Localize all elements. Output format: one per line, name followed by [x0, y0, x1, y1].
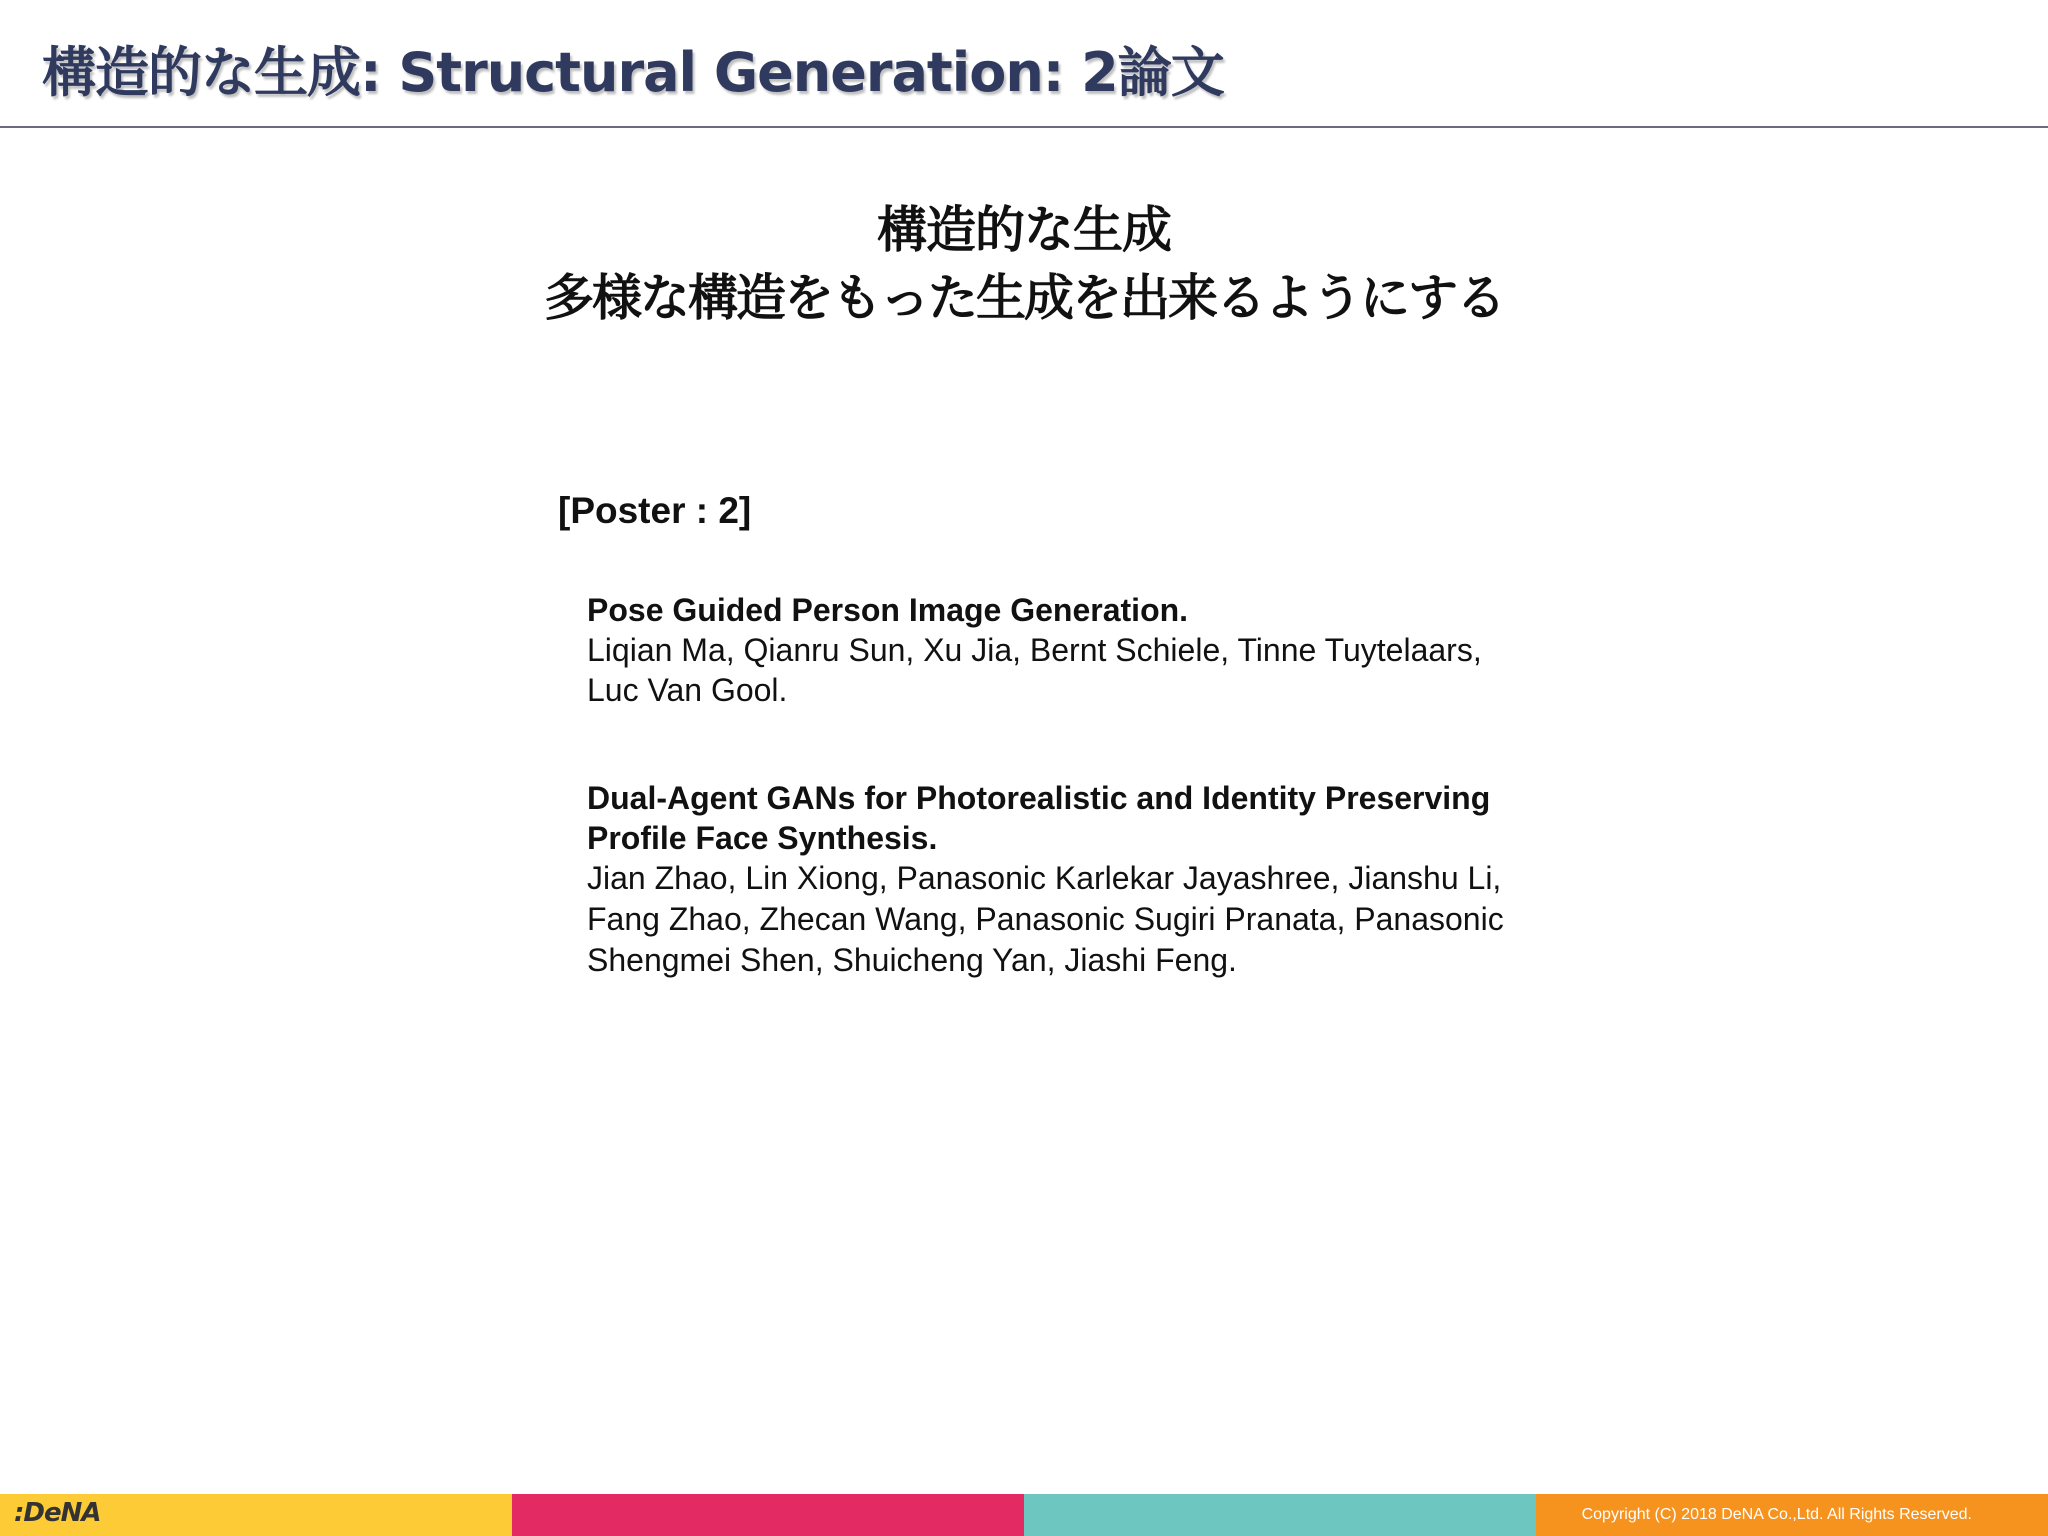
- headline-line-1: 構造的な生成: [877, 201, 1171, 259]
- paper-entry-1: [587, 590, 1687, 710]
- footer-segment-orange: [1536, 1494, 2048, 1536]
- headline-line-2: 多様な構造をもった生成を出来るようにする: [544, 269, 1504, 327]
- title-divider: [0, 126, 2048, 128]
- paper-title-line: Dual-Agent GANs for Photorealistic and Identity Preserving: [587, 780, 1491, 816]
- paper-authors-line: Liqian Ma, Qianru Sun, Xu Jia, Bernt Schiele, Tinne Tuytelaars,: [587, 632, 1482, 668]
- dena-logo: :DeNA: [14, 1498, 101, 1528]
- paper-authors-line: Luc Van Gool.: [587, 672, 788, 708]
- paper-title: Pose Guided Person Image Generation.: [587, 592, 1189, 628]
- footer-segment-yellow: [0, 1494, 512, 1536]
- paper-title-line: Profile Face Synthesis.: [587, 820, 938, 856]
- paper-authors-line: Fang Zhao, Zhecan Wang, Panasonic Sugiri Pranata, Panasonic: [587, 901, 1504, 937]
- paper-authors-line: Shengmei Shen, Shuicheng Yan, Jiashi Feng.: [587, 942, 1237, 978]
- footer-segment-pink: [512, 1494, 1024, 1536]
- paper-authors-line: Jian Zhao, Lin Xiong, Panasonic Karlekar Jayashree, Jianshu Li,: [587, 860, 1502, 896]
- slide-title: 構造的な生成: Structural Generation: 2論文: [42, 41, 1224, 104]
- paper-entry-2: [587, 778, 1687, 981]
- copyright-text: Copyright (C) 2018 DeNA Co.,Ltd. All Rights Reserved.: [1581, 1506, 1972, 1523]
- footer-bar: [0, 1494, 2048, 1536]
- section-label: [Poster : 2]: [558, 490, 752, 531]
- footer-segment-teal: [1024, 1494, 1536, 1536]
